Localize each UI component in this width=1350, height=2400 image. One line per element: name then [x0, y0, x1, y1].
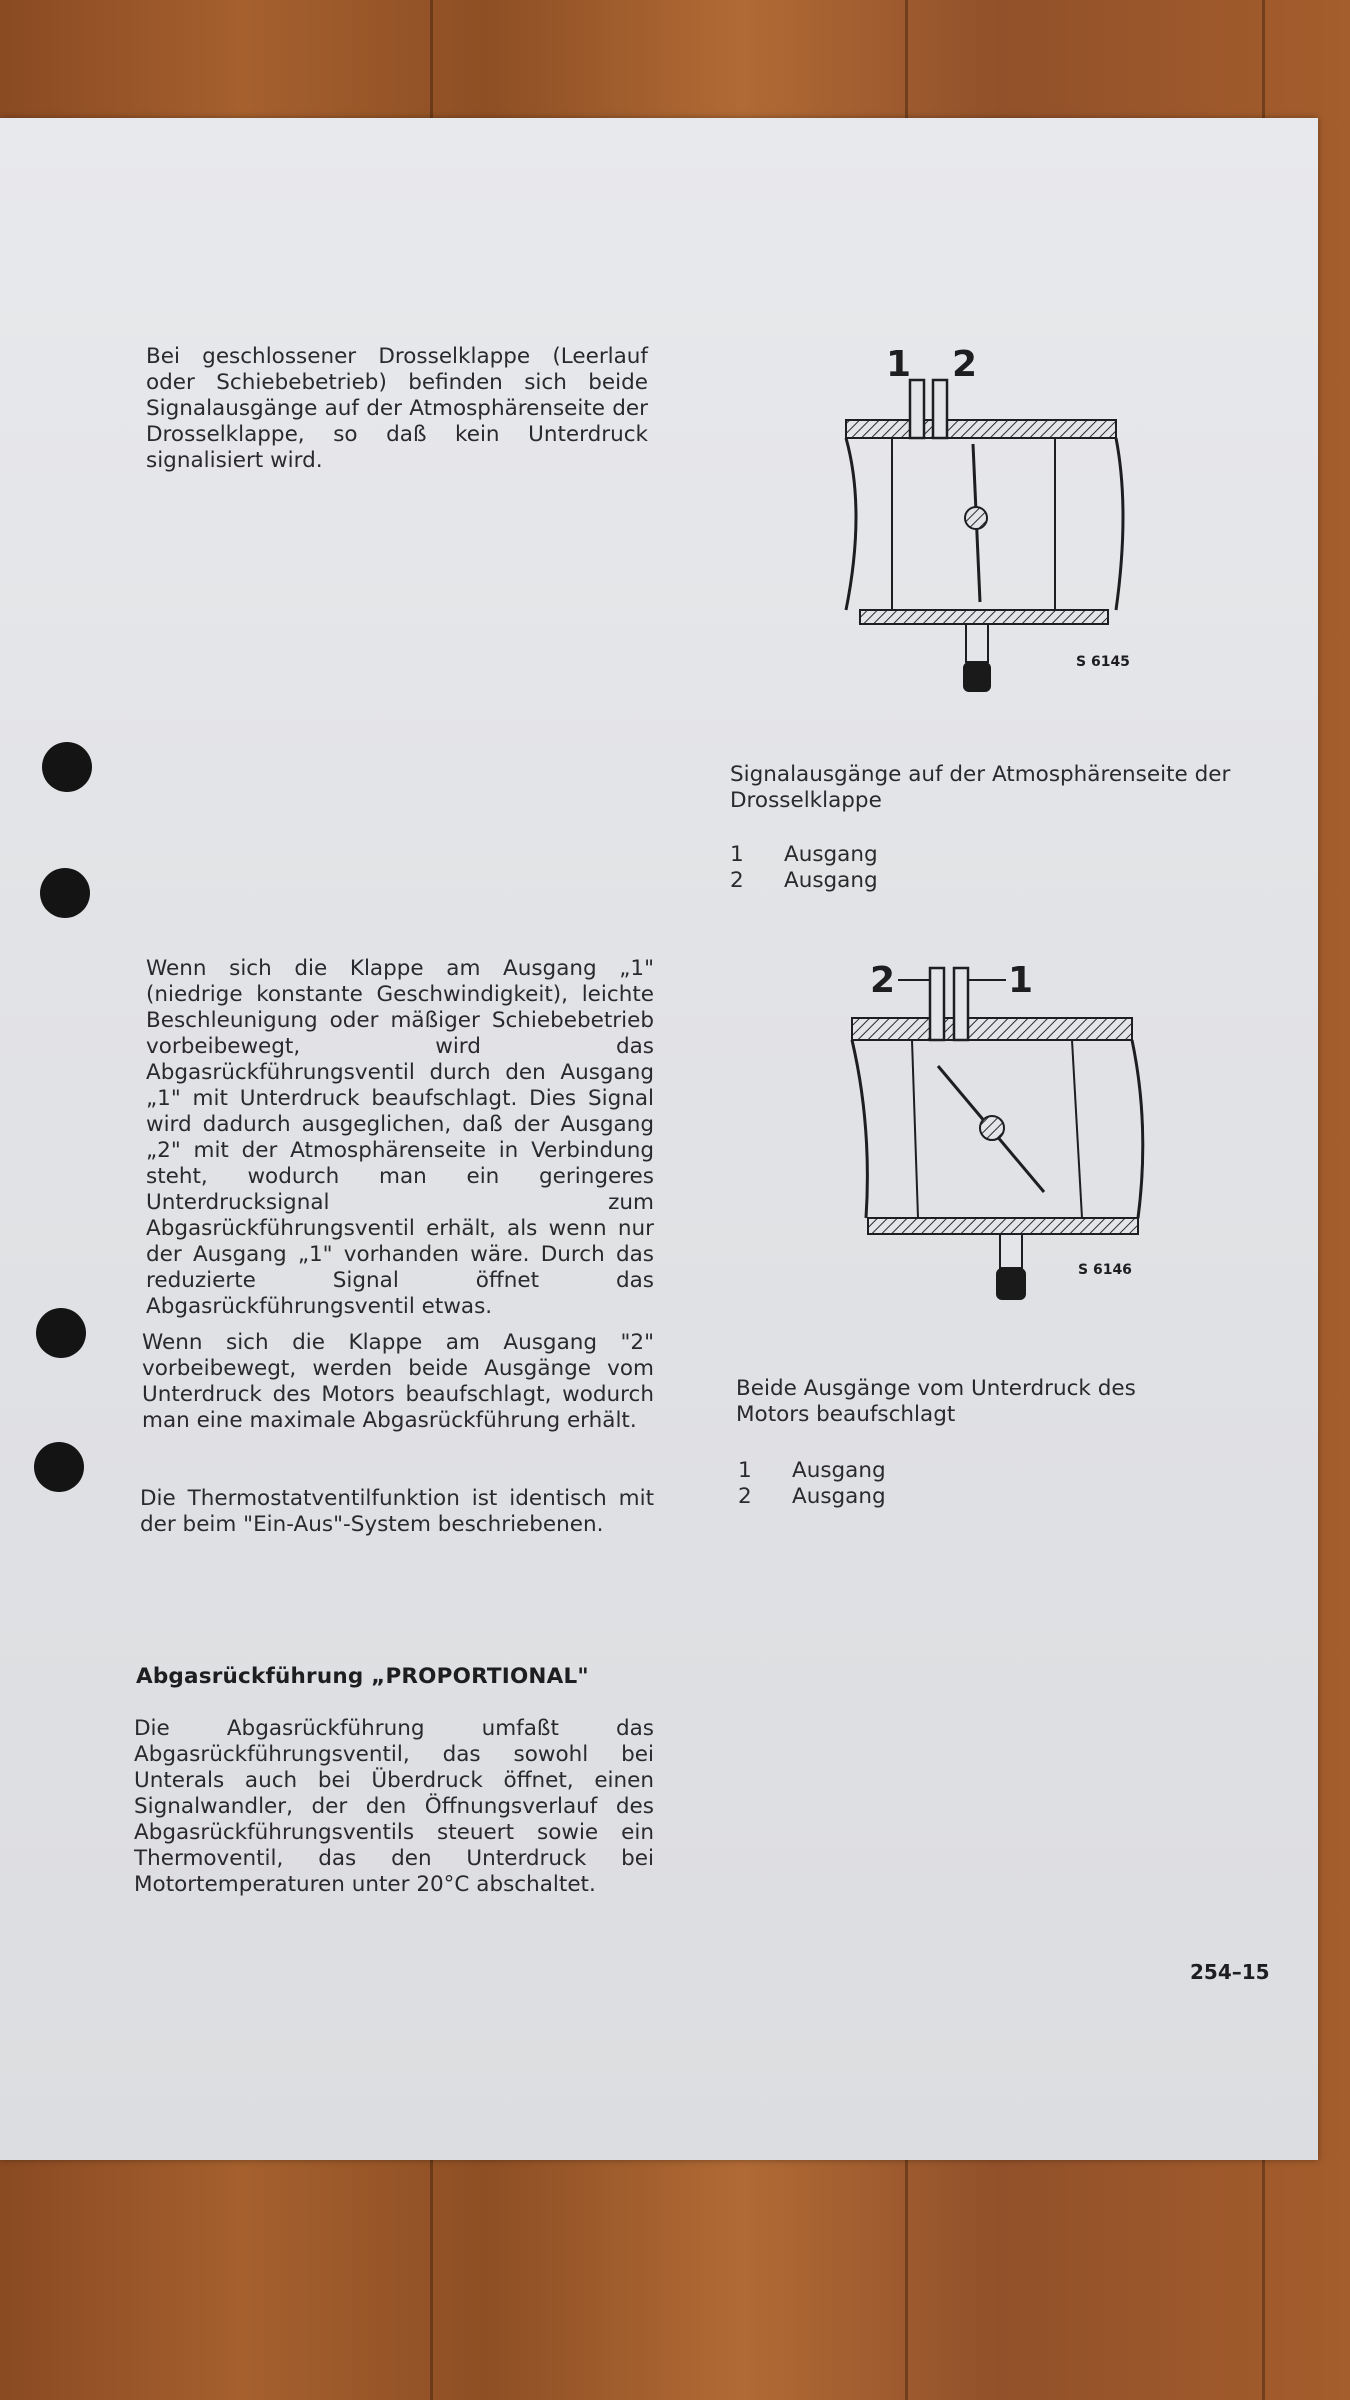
- figure-caption: Signalausgänge auf der Atmosphärenseite der Drosselklappe: [730, 762, 1231, 813]
- figure-code: S 6145: [1076, 654, 1130, 670]
- legend-item: 2 Ausgang: [738, 1484, 886, 1509]
- port-label: 2: [952, 344, 978, 385]
- punch-hole: [42, 742, 92, 792]
- port-label: 1: [1008, 960, 1034, 1001]
- document-page: [0, 118, 1318, 2160]
- section-heading: Abgasrückführung „PROPORTIONAL": [136, 1664, 589, 1689]
- legend-item: 2 Ausgang: [730, 868, 878, 893]
- figure-legend: [738, 1458, 886, 1510]
- legend-item: 1 Ausgang: [738, 1458, 886, 1483]
- punch-hole: [40, 868, 90, 918]
- throttle-diagram-open: [842, 956, 1162, 1356]
- paragraph-closed-throttle: Bei geschlossener Drosselklappe (Leerlauf oder Schiebebetrieb) befinden sich beide Signalausgänge auf der Atmosphärenseite der Drosselklappe, so daß kein Unterdruck signalisiert wird.: [146, 344, 648, 473]
- punch-hole: [36, 1308, 86, 1358]
- figure-legend: [730, 842, 878, 894]
- port-label: 1: [886, 344, 912, 385]
- port-label: 2: [870, 960, 896, 1001]
- page-number: 254–15: [1190, 1960, 1270, 1984]
- paragraph-thermostat: Die Thermostatventilfunktion ist identisch mit der beim "Ein-Aus"-System beschriebenen.: [140, 1486, 654, 1537]
- figure-code: S 6146: [1078, 1262, 1132, 1278]
- throttle-diagram-closed: [830, 340, 1130, 720]
- paragraph-port-2: Wenn sich die Klappe am Ausgang "2" vorbeibewegt, werden beide Ausgänge vom Unterdruck des Motors beaufschlagt, wodurch man eine maximale Abgasrückführung erhält.: [142, 1330, 654, 1433]
- legend-item: 1 Ausgang: [730, 842, 878, 867]
- paragraph-port-1: Wenn sich die Klappe am Ausgang „1" (niedrige konstante Geschwindigkeit), leichte Beschleunigung oder mäßiger Schiebebetrieb vorbeibewegt, wird das Abgasrückführungsventil durch den Ausgang „1" mit Unterdruck beaufschlagt. Dies Signal wird dadurch ausgeglichen, daß der Ausgang „2" mit der Atmosphärenseite in Verbindung steht, wodurch man ein geringeres Unterdrucksignal zum Abgasrückführungsventil erhält, als wenn nur der Ausgang „1" vorhanden wäre. Durch das reduzierte Signal öffnet das Abgasrückführungsventil etwas.: [146, 956, 654, 1319]
- figure-caption: Beide Ausgänge vom Unterdruck des Motors beaufschlagt: [736, 1376, 1136, 1427]
- punch-hole: [34, 1442, 84, 1492]
- paragraph-proportional: Die Abgasrückführung umfaßt das Abgasrückführungsventil, das sowohl bei Unterals auch bei Überdruck öffnet, einen Signalwandler, der den Öffnungsverlauf des Abgasrückführungsventils steuert sowie ein Thermoventil, das den Unterdruck bei Motortemperaturen unter 20°C abschaltet.: [134, 1716, 654, 1897]
